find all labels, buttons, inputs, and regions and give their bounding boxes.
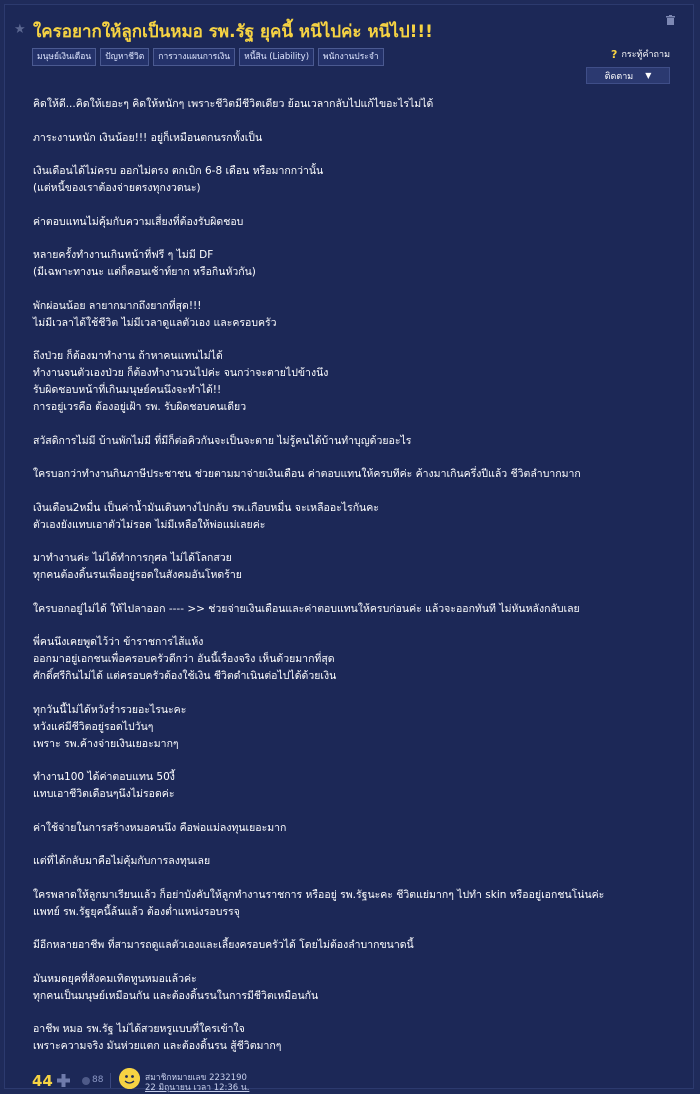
trash-icon[interactable] bbox=[666, 15, 675, 25]
body-line: เพราะ รพ.ค้างจ่ายเงินเยอะมากๆ bbox=[33, 737, 179, 750]
body-line: การอยู่เวรคือ ต้องอยู่เฝ้า รพ. รับผิดชอบคนเดียว bbox=[33, 401, 247, 413]
post-body bbox=[33, 96, 673, 1055]
body-line: ภาระงานหนัก เงินน้อย!!! อยู่ก็เหมือนตกนรกทั้งเป็น bbox=[33, 131, 263, 144]
question-icon: ? bbox=[611, 47, 618, 61]
body-paragraph bbox=[33, 348, 673, 416]
body-paragraph bbox=[33, 634, 673, 685]
caret-down-icon: ▼ bbox=[645, 71, 652, 80]
tag[interactable]: การวางแผนการเงิน bbox=[153, 48, 235, 66]
post-container bbox=[4, 4, 694, 1093]
tag[interactable]: หนี้สิน (Liability) bbox=[239, 48, 314, 66]
post-header bbox=[5, 5, 695, 95]
body-line: หลายครั้งทำงานเกินหน้าที่ฟรี ๆ ไม่มี DF bbox=[33, 249, 214, 261]
body-line: ตัวเองยังแทบเอาตัวไม่รอด ไม่มีเหลือให้พ่อแม่เลยค่ะ bbox=[33, 518, 266, 531]
star-icon[interactable]: ★ bbox=[14, 22, 26, 37]
body-line: ถึงป่วย ก็ต้องมาทำงาน ถ้าหาคนแทนไม่ได้ bbox=[33, 350, 223, 362]
body-paragraph bbox=[33, 214, 673, 231]
body-paragraph bbox=[33, 96, 673, 113]
body-line: คิดให้ดี...คิดให้เยอะๆ คิดให้หนักๆ เพราะชีวิตมีชีวิตเดียว ย้อนเวลากลับไปแก้ไขอะไรไม่ได้ bbox=[33, 98, 434, 110]
body-line: รับผิดชอบหน้าที่เกินมนุษย์คนนึงจะทำได้!! bbox=[33, 384, 222, 396]
body-line: มาทำงานค่ะ ไม่ได้ทำการกุศล ไม่ได้โลกสวย bbox=[33, 552, 232, 564]
body-line: หวังแค่มีชีวิตอยู่รอดไปวันๆ bbox=[33, 720, 154, 733]
divider bbox=[110, 1073, 111, 1088]
question-type-label: กระทู้คำถาม bbox=[621, 50, 670, 60]
body-line: เงินเดือนได้ไม่ครบ ออกไม่ตรง ตกเบิก 6-8 เดือน หรือมากกว่านั้น bbox=[33, 165, 324, 177]
body-line: ใครบอกว่าทำงานกินภาษีประชาชน ช่วยตามมาจ่ายเงินเดือน ค่าตอบแทนให้ครบทีค่ะ ค้างมาเกินครึ่งปีแล้ว ชีวิตลำบากมาก bbox=[33, 468, 581, 480]
emotion-count: 88 bbox=[92, 1075, 104, 1085]
body-line: มีอีกหลายอาชีพ ที่สามารถดูแลตัวเองและเลี้ยงครอบครัวได้ โดยไม่ต้องลำบากขนาดนี้ bbox=[33, 939, 414, 951]
body-line: ทุกคนต้องดิ้นรนเพื่ออยู่รอดในสังคมอันโหดร้าย bbox=[33, 569, 242, 581]
body-paragraph bbox=[33, 433, 673, 450]
body-paragraph bbox=[33, 769, 673, 803]
body-paragraph bbox=[33, 1021, 673, 1055]
body-line: สวัสดิการไม่มี บ้านพักไม่มี ที่มีก็ต่อคิวกันจะเป็นจะตาย ไม่รู้คนได้บ้านทำบุญด้วยอะไร bbox=[33, 434, 412, 447]
question-type bbox=[611, 47, 670, 61]
body-line: ค่าใช้จ่ายในการสร้างหมอคนนึง คือพ่อแม่ลงทุนเยอะมาก bbox=[33, 821, 287, 834]
body-paragraph bbox=[33, 601, 673, 618]
body-paragraph bbox=[33, 298, 673, 332]
vote-count: 44 bbox=[32, 1072, 53, 1090]
body-paragraph bbox=[33, 853, 673, 870]
body-paragraph bbox=[33, 971, 673, 1005]
avatar[interactable] bbox=[119, 1068, 140, 1089]
body-line: ออกมาอยู่เอกชนเพื่อครอบครัวดีกว่า อันนี้เรื่องจริง เห็นด้วยมากที่สุด bbox=[33, 653, 335, 665]
body-line: ค่าตอบแทนไม่คุ้มกับความเสี่ยงที่ต้องรับผิดชอบ bbox=[33, 215, 244, 228]
body-line: ไม่มีเวลาได้ใช้ชีวิต ไม่มีเวลาดูแลตัวเอง และครอบครัว bbox=[33, 316, 277, 329]
body-line: เงินเดือน2หมื่น เป็นค่าน้ำมันเดินทางไปกลับ รพ.เกือบหมื่น จะเหลืออะไรกันคะ bbox=[33, 501, 379, 514]
tag[interactable]: มนุษย์เงินเดือน bbox=[32, 48, 96, 66]
body-paragraph bbox=[33, 130, 673, 147]
author-name[interactable]: สมาชิกหมายเลข 2232190 bbox=[145, 1073, 247, 1083]
body-line: (มีเฉพาะทางนะ แต่ก็คอนเซ้าท์ยาก หรือกินหัวกัน) bbox=[33, 266, 256, 278]
body-line: อาชีพ หมอ รพ.รัฐ ไม่ได้สวยหรูแบบที่ใครเข้าใจ bbox=[33, 1023, 245, 1035]
body-line: แพทย์ รพ.รัฐยุคนี้ล้นแล้ว ต้องต่ำแหน่งรอบรรจุ bbox=[33, 905, 240, 918]
body-paragraph bbox=[33, 163, 673, 197]
body-paragraph bbox=[33, 550, 673, 584]
follow-label: ติดตาม bbox=[604, 71, 634, 82]
body-line: เพราะความจริง มันห่วยแตก และต้องดิ้นรน สู้ชีวิตมากๆ bbox=[33, 1040, 282, 1052]
body-line: แต่ที่ได้กลับมาคือไม่คุ้มกับการลงทุนเลย bbox=[33, 855, 211, 867]
post-footer bbox=[5, 1067, 695, 1093]
post-time[interactable]: 22 มิถุนายน เวลา 12:36 น. bbox=[145, 1083, 250, 1093]
follow-button[interactable] bbox=[586, 67, 670, 84]
body-line: แทบเอาชีวิตเดือนๆนึงไม่รอดค่ะ bbox=[33, 788, 175, 800]
body-line: พักผ่อนน้อย ลายากมากถึงยากที่สุด!!! bbox=[33, 299, 202, 312]
body-paragraph bbox=[33, 887, 673, 921]
body-line: พี่คนนึงเคยพูดไว้ว่า ข้าราชการไส้แห้ง bbox=[33, 636, 204, 648]
body-line: มันหมดยุคที่สังคมเทิดทูนหมอแล้วค่ะ bbox=[33, 972, 197, 985]
post-title: ใครอยากให้ลูกเป็นหมอ รพ.รัฐ ยุคนี้ หนีไปค่ะ หนีไป!!! bbox=[33, 22, 433, 42]
body-line: (แต่หนี้ของเราต้องจ่ายตรงทุกงวดนะ) bbox=[33, 182, 201, 194]
body-paragraph bbox=[33, 702, 673, 753]
body-line: ใครพลาดให้ลูกมาเรียนแล้ว ก็อย่าบังคับให้ลูกทำงานราชการ หรืออยู่ รพ.รัฐนะคะ ชีวิตแย่มากๆ ไปทำ skin หรืออยู่เอกชนโน่นค่ะ bbox=[33, 888, 605, 901]
body-paragraph bbox=[33, 937, 673, 954]
body-line: ทำงาน100 ได้ค่าตอบแทน 50งี้ bbox=[33, 771, 175, 783]
body-line: ทำงานจนตัวเองป่วย ก็ต้องทำงานวนไปค่ะ จนกว่าจะตายไปข้างนึง bbox=[33, 367, 329, 379]
tag[interactable]: พนักงานประจำ bbox=[318, 48, 384, 66]
body-line: ทุกวันนี้ไม่ได้หวังร่ำรวยอะไรนะคะ bbox=[33, 703, 187, 716]
body-line: ใครบอกอยู่ไม่ได้ ให้ไปลาออก ---- >> ช่วยจ่ายเงินเดือนและค่าตอบแทนให้ครบก่อนค่ะ แล้วจะออกทันที ไม่หันหลังกลับเลย bbox=[33, 602, 580, 615]
body-paragraph bbox=[33, 466, 673, 483]
body-paragraph bbox=[33, 247, 673, 281]
body-paragraph bbox=[33, 500, 673, 534]
tag[interactable]: ปัญหาชีวิต bbox=[100, 48, 149, 66]
plus-vote-icon[interactable] bbox=[57, 1074, 70, 1087]
tag-list bbox=[32, 48, 384, 66]
body-paragraph bbox=[33, 820, 673, 837]
body-line: ทุกคนเป็นมนุษย์เหมือนกัน และต้องดิ้นรนในการมีชีวิตเหมือนกัน bbox=[33, 989, 319, 1002]
emotion-icon[interactable] bbox=[82, 1077, 90, 1085]
body-line: ศักดิ์ศรีกินไม่ได้ แต่ครอบครัวต้องใช้เงิน ชีวิตดำเนินต่อไปได้ด้วยเงิน bbox=[33, 670, 337, 682]
